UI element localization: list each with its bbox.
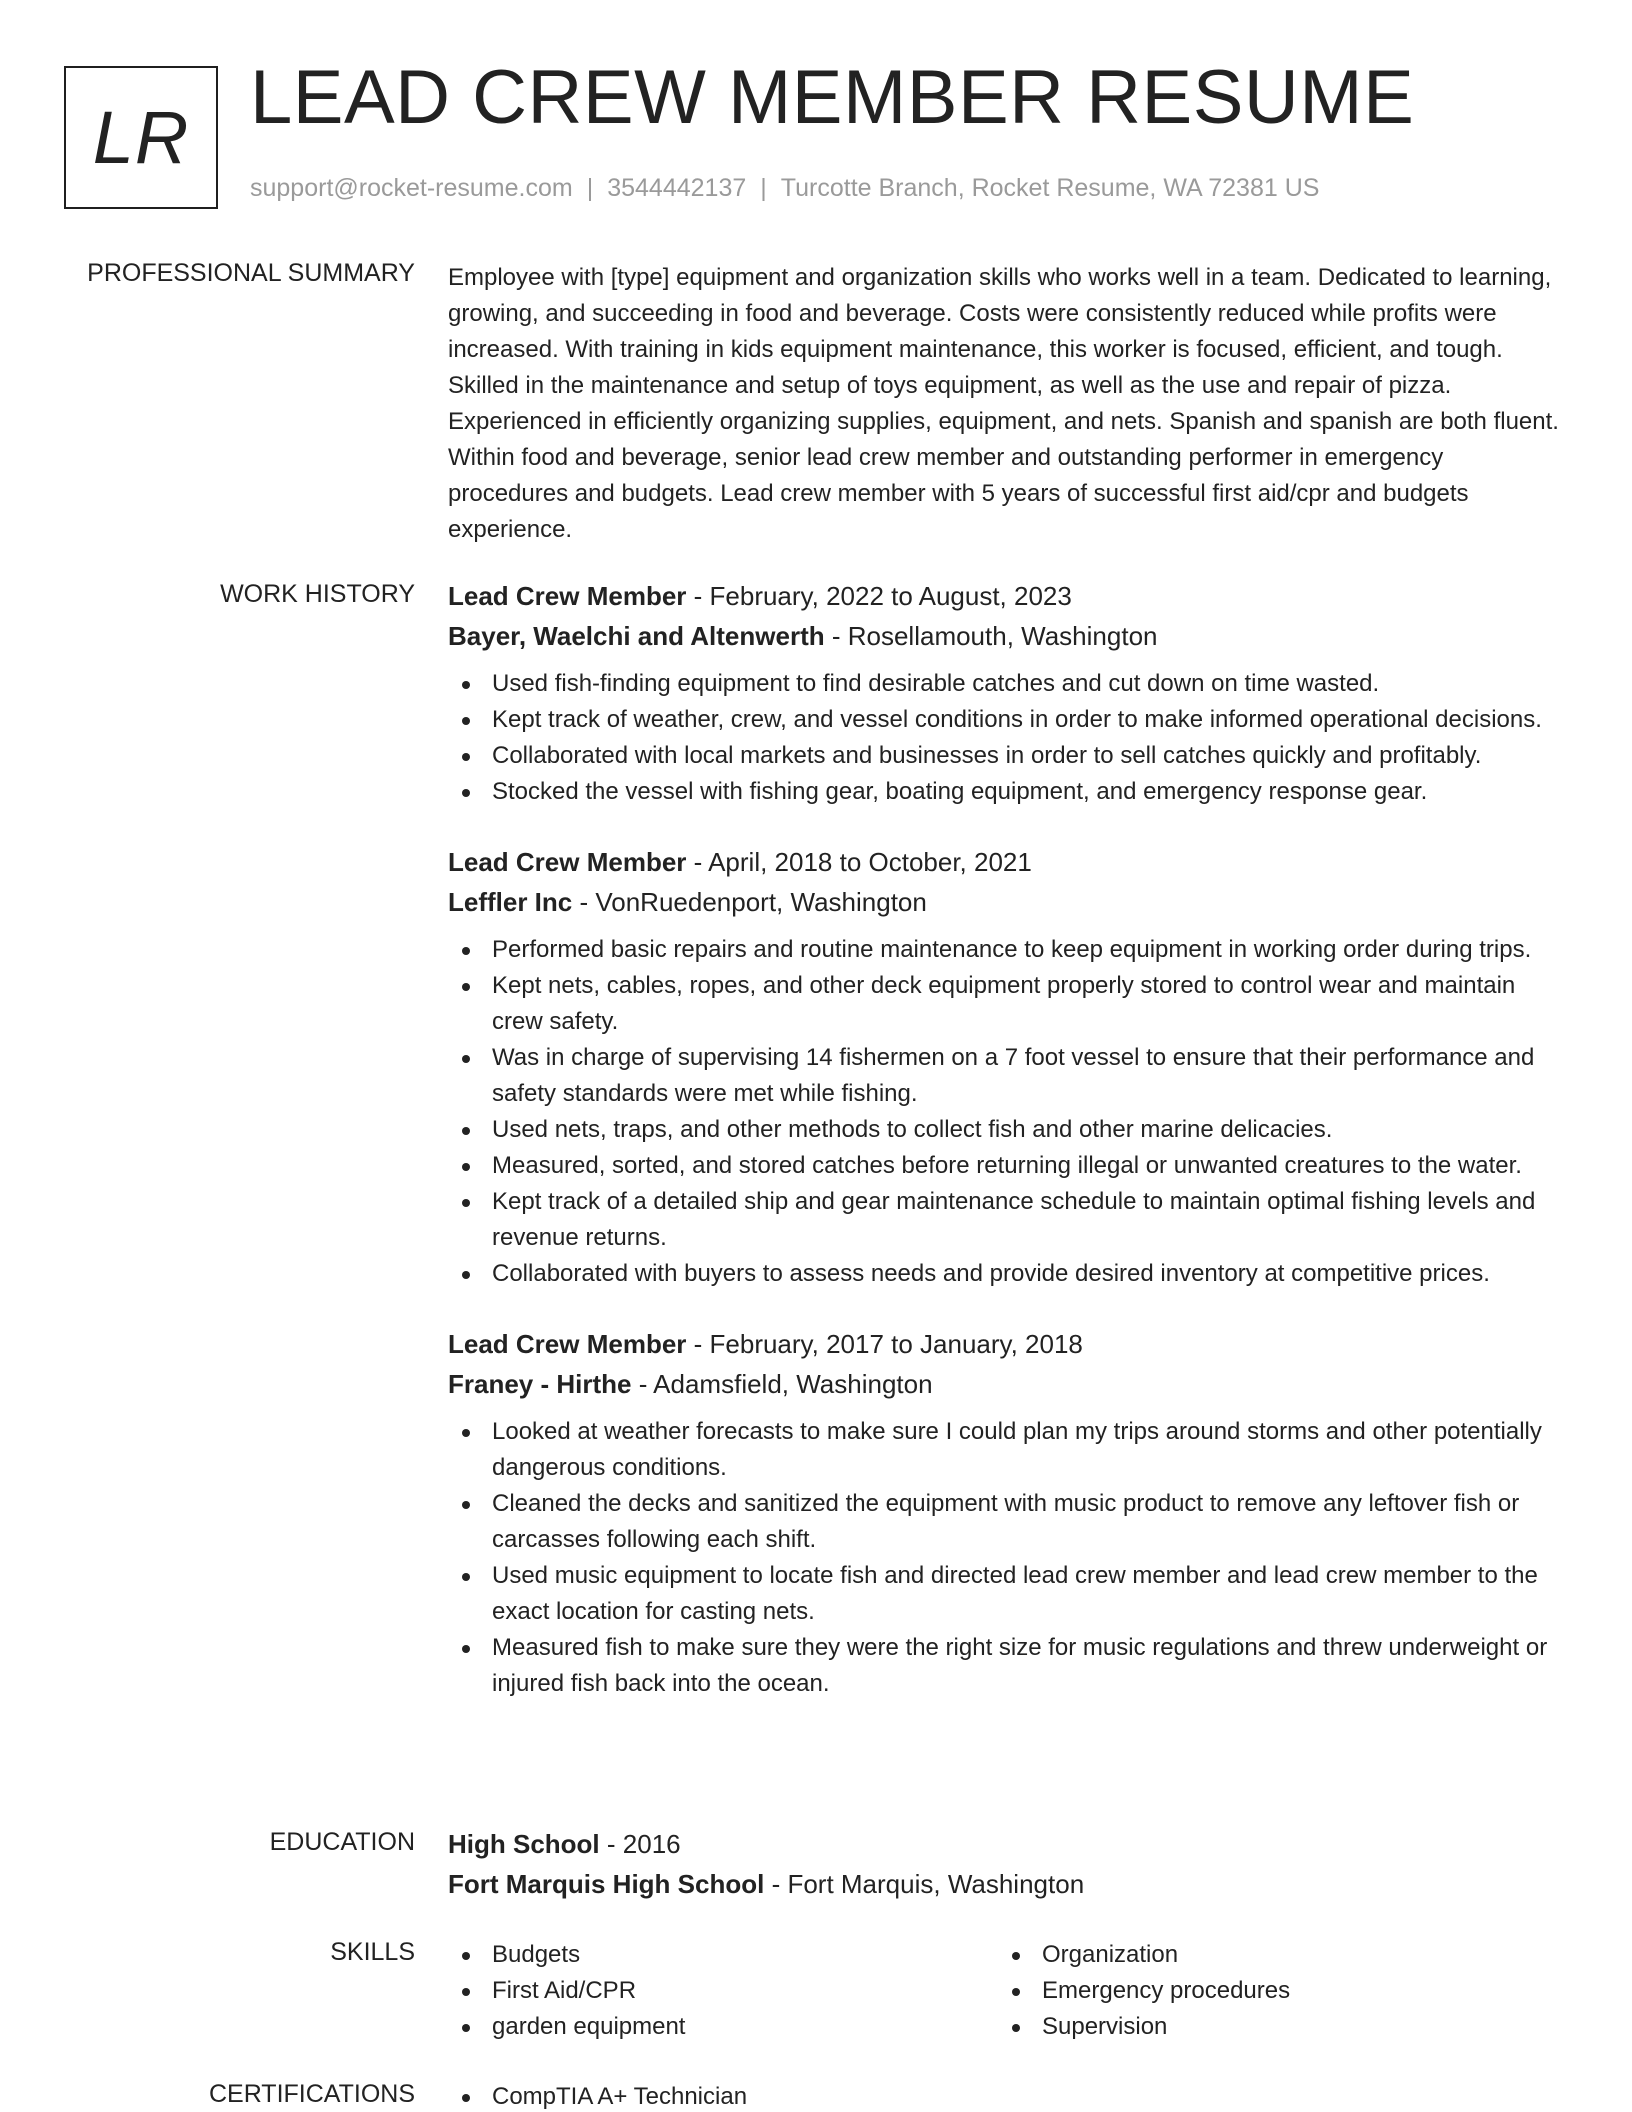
job-company: Bayer, Waelchi and Altenwerth <box>448 621 825 651</box>
job-entry <box>448 842 1568 1292</box>
list-item: CompTIA A+ Technician <box>448 2079 1568 2112</box>
skills-list <box>448 1937 1568 2045</box>
list-item: Organization <box>998 1937 1548 1973</box>
list-item: Budgets <box>448 1937 998 1973</box>
job-title: Lead Crew Member <box>448 1329 687 1359</box>
contact-separator: | <box>760 174 767 202</box>
education-entry <box>448 1824 1568 1904</box>
job-company-line <box>448 882 1568 922</box>
section-label-summary: PROFESSIONAL SUMMARY <box>87 259 415 287</box>
contact-line <box>250 174 1319 203</box>
list-item: Was in charge of supervising 14 fishermen on a 7 foot vessel to ensure that their performance and safety standards were met while fishing. <box>448 1040 1568 1112</box>
job-bullets <box>448 666 1568 810</box>
job-dates: - February, 2017 to January, 2018 <box>686 1329 1083 1359</box>
list-item: Kept nets, cables, ropes, and other deck equipment properly stored to control wear and maintain crew safety. <box>448 968 1568 1040</box>
list-item: Used nets, traps, and other methods to collect fish and other marine delicacies. <box>448 1112 1568 1148</box>
certifications-bullets <box>448 2079 1568 2112</box>
list-item: Performed basic repairs and routine maintenance to keep equipment in working order during trips. <box>448 932 1568 968</box>
education-school-line <box>448 1864 1568 1904</box>
section-label-skills: SKILLS <box>330 1938 415 1966</box>
job-company-line <box>448 616 1568 656</box>
list-item: Collaborated with local markets and businesses in order to sell catches quickly and profitably. <box>448 738 1568 774</box>
skills-column-right <box>998 1937 1548 2045</box>
section-label-education: EDUCATION <box>269 1828 415 1856</box>
job-company: Leffler Inc <box>448 887 573 917</box>
job-dates: - February, 2022 to August, 2023 <box>686 581 1072 611</box>
job-company-line <box>448 1364 1568 1404</box>
education-school: Fort Marquis High School <box>448 1869 765 1899</box>
list-item: Measured fish to make sure they were the right size for music regulations and threw underweight or injured fish back into the ocean. <box>448 1630 1568 1702</box>
list-item: Cleaned the decks and sanitized the equipment with music product to remove any leftover fish or carcasses following each shift. <box>448 1486 1568 1558</box>
education-degree-line <box>448 1824 1568 1864</box>
job-title: Lead Crew Member <box>448 847 687 877</box>
list-item: Collaborated with buyers to assess needs and provide desired inventory at competitive prices. <box>448 1256 1568 1292</box>
list-item: Measured, sorted, and stored catches before returning illegal or unwanted creatures to the water. <box>448 1148 1568 1184</box>
work-history-list <box>448 576 1568 1734</box>
education-year: - 2016 <box>599 1829 681 1859</box>
job-title-line <box>448 576 1568 616</box>
list-item: Used music equipment to locate fish and directed lead crew member and lead crew member to the exact location for casting nets. <box>448 1558 1568 1630</box>
list-item: Emergency procedures <box>998 1973 1548 2009</box>
job-bullets <box>448 932 1568 1292</box>
contact-phone: 3544442137 <box>607 174 747 202</box>
list-item: garden equipment <box>448 2009 998 2045</box>
job-location: - Adamsfield, Washington <box>631 1369 933 1399</box>
job-dates: - April, 2018 to October, 2021 <box>686 847 1032 877</box>
list-item: Stocked the vessel with fishing gear, boating equipment, and emergency response gear. <box>448 774 1568 810</box>
job-title-line <box>448 842 1568 882</box>
education-location: - Fort Marquis, Washington <box>764 1869 1085 1899</box>
monogram-logo: LR <box>64 66 218 209</box>
list-item: Used fish-finding equipment to find desirable catches and cut down on time wasted. <box>448 666 1568 702</box>
contact-address: Turcotte Branch, Rocket Resume, WA 72381 US <box>780 174 1320 202</box>
section-label-certifications: CERTIFICATIONS <box>208 2080 415 2108</box>
job-location: - VonRuedenport, Washington <box>572 887 927 917</box>
job-title-line <box>448 1324 1568 1364</box>
job-bullets <box>448 1414 1568 1702</box>
education-degree: High School <box>448 1829 600 1859</box>
section-label-work-history: WORK HISTORY <box>220 580 415 608</box>
job-entry <box>448 576 1568 810</box>
list-item: First Aid/CPR <box>448 1973 998 2009</box>
list-item: Kept track of weather, crew, and vessel conditions in order to make informed operational decisions. <box>448 702 1568 738</box>
summary-text: Employee with [type] equipment and organization skills who works well in a team. Dedicated to learning, growing, and succeeding in food and beverage. Costs were consistently reduced while profits were increased. With training in kids equipment maintenance, this worker is focused, efficient, and tough. Skilled in the maintenance and setup of toys equipment, as well as the use and repair of pizza. Experienced in efficiently organizing supplies, equipment, and nets. Spanish and spanish are both fluent. Within food and beverage, senior lead crew member and outstanding performer in emergency procedures and budgets. Lead crew member with 5 years of successful first aid/cpr and budgets experience. <box>448 264 1559 543</box>
list-item: Supervision <box>998 2009 1548 2045</box>
job-location: - Rosellamouth, Washington <box>824 621 1158 651</box>
skills-column-left <box>448 1937 998 2045</box>
contact-email[interactable]: support@rocket-resume.com <box>250 174 573 202</box>
certifications-list <box>448 2079 1568 2112</box>
job-title: Lead Crew Member <box>448 581 687 611</box>
contact-separator: | <box>586 174 594 202</box>
page-title: LEAD CREW MEMBER RESUME <box>250 55 1415 140</box>
list-item: Looked at weather forecasts to make sure I could plan my trips around storms and other potentially dangerous conditions. <box>448 1414 1568 1486</box>
job-company: Franey - Hirthe <box>448 1369 632 1399</box>
job-entry <box>448 1324 1568 1702</box>
list-item: Kept track of a detailed ship and gear maintenance schedule to maintain optimal fishing levels and revenue returns. <box>448 1184 1568 1256</box>
